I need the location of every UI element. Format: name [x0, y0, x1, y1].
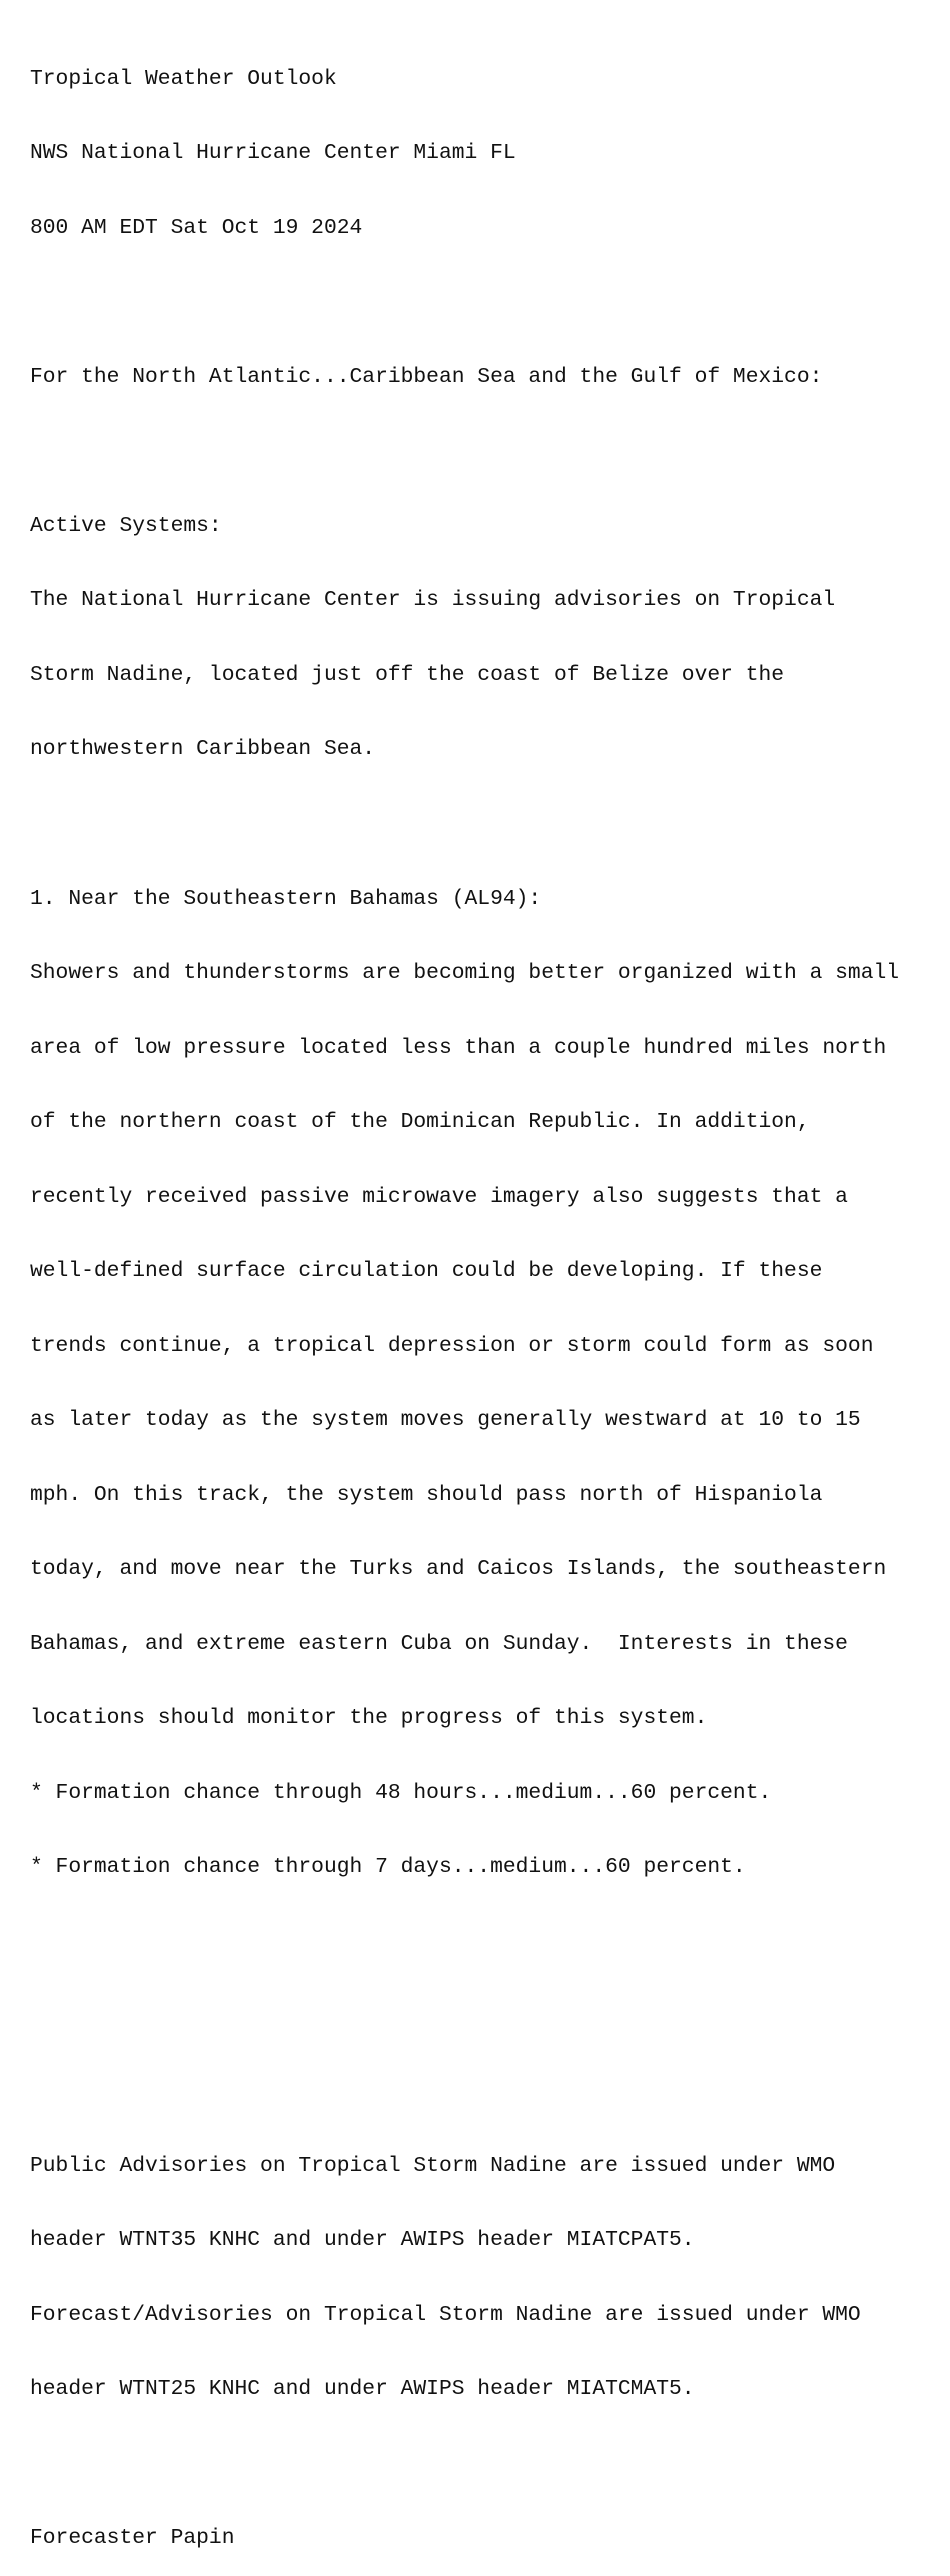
- active-systems-text: northwestern Caribbean Sea.: [30, 737, 376, 762]
- system1-text: locations should monitor the progress of this system.: [30, 1706, 708, 1731]
- blank-line: [30, 2079, 940, 2104]
- formation-chance-7d: * Formation chance through 7 days...medium...60 percent.: [30, 1855, 746, 1880]
- document-title: Tropical Weather Outlook: [30, 66, 337, 91]
- scope-line: For the North Atlantic...Caribbean Sea and the Gulf of Mexico:: [30, 364, 823, 389]
- formation-chance-48h: * Formation chance through 48 hours...medium...60 percent.: [30, 1780, 772, 1805]
- advisory-text: header WTNT25 KNHC and under AWIPS header MIATCMAT5.: [30, 2377, 695, 2402]
- system1-text: recently received passive microwave imagery also suggests that a: [30, 1184, 848, 1209]
- system1-heading: 1. Near the Southeastern Bahamas (AL94):: [30, 886, 542, 911]
- system1-text: Bahamas, and extreme eastern Cuba on Sunday. Interests in these: [30, 1631, 848, 1656]
- system1-text: trends continue, a tropical depression or storm could form as soon: [30, 1333, 874, 1358]
- active-systems-heading: Active Systems:: [30, 513, 222, 538]
- advisory-text: Public Advisories on Tropical Storm Nadine are issued under WMO: [30, 2153, 836, 2178]
- outlook-document: [30, 17, 940, 2576]
- issue-timestamp: 800 AM EDT Sat Oct 19 2024: [30, 215, 363, 240]
- blank-line: [30, 1930, 940, 1955]
- system1-text: Showers and thunderstorms are becoming better organized with a small: [30, 961, 900, 986]
- issuing-office: NWS National Hurricane Center Miami FL: [30, 141, 516, 166]
- system1-text: area of low pressure located less than a couple hundred miles north: [30, 1035, 887, 1060]
- advisory-text: Forecast/Advisories on Tropical Storm Nadine are issued under WMO: [30, 2302, 861, 2327]
- blank-line: [30, 2005, 940, 2030]
- system1-text: as later today as the system moves generally westward at 10 to 15: [30, 1408, 861, 1433]
- active-systems-text: The National Hurricane Center is issuing advisories on Tropical: [30, 588, 836, 613]
- active-systems-text: Storm Nadine, located just off the coast of Belize over the: [30, 662, 785, 687]
- forecaster-signoff: Forecaster Papin: [30, 2526, 235, 2551]
- blank-line: [30, 812, 940, 837]
- system1-text: well-defined surface circulation could be developing. If these: [30, 1259, 823, 1284]
- system1-text: mph. On this track, the system should pass north of Hispaniola: [30, 1482, 823, 1507]
- advisory-text: header WTNT35 KNHC and under AWIPS header MIATCPAT5.: [30, 2228, 695, 2253]
- blank-line: [30, 439, 940, 464]
- system1-text: of the northern coast of the Dominican Republic. In addition,: [30, 1110, 810, 1135]
- blank-line: [30, 290, 940, 315]
- blank-line: [30, 2452, 940, 2477]
- system1-text: today, and move near the Turks and Caicos Islands, the southeastern: [30, 1557, 887, 1582]
